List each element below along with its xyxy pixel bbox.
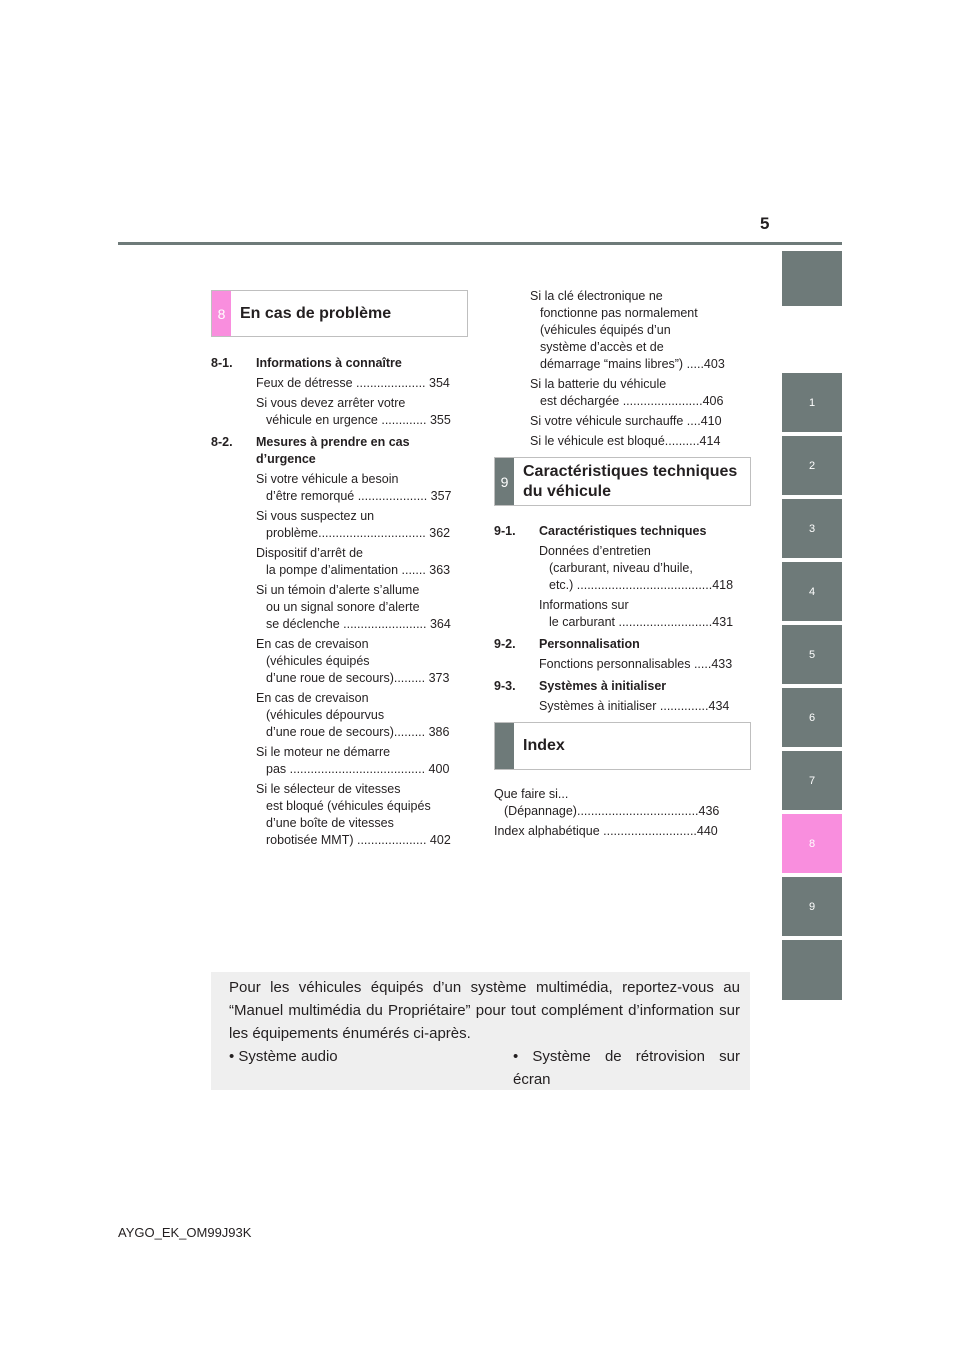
chapter-tab-4[interactable]: 4	[782, 562, 842, 621]
toc-entry[interactable]	[494, 656, 744, 673]
toc-entry[interactable]	[211, 375, 461, 392]
toc-entry-line: Fonctions personnalisables .....433	[539, 657, 733, 671]
index-marker	[495, 723, 514, 769]
toc-entry[interactable]	[494, 597, 744, 631]
toc-entry[interactable]	[211, 781, 461, 849]
chapter-number: 9-3.	[494, 679, 516, 693]
toc-entry-line: Dispositif d’arrêt de	[256, 546, 363, 560]
toc-entry[interactable]	[530, 376, 745, 410]
section-8-number: 8	[212, 291, 231, 336]
chapter-tab-blank[interactable]	[782, 940, 842, 1000]
index-header	[494, 722, 751, 770]
toc-entry-line: d’une roue de secours)......... 386	[266, 725, 450, 739]
note-text: Pour les véhicules équipés d’un système multimédia, reportez-vous au “Manuel multimédia du Propriétaire” pour tout complément d’information sur les équipements énumérés ci-après.	[229, 979, 740, 1042]
toc-entry-line: pas ....................................... 400	[266, 762, 450, 776]
note-bullet-audio: • Système audio	[229, 1048, 338, 1065]
index-entry[interactable]	[494, 786, 744, 820]
toc-entry-line: Si votre véhicule surchauffe ....410	[530, 414, 722, 428]
index-entry-line: Que faire si...	[494, 787, 569, 801]
chapter-tab-2[interactable]: 2	[782, 436, 842, 495]
toc-entry-line: d’une boîte de vitesses	[266, 816, 394, 830]
chapter-heading[interactable]	[494, 678, 744, 695]
toc-entry-line: d’une roue de secours)......... 373	[266, 671, 450, 685]
toc-entry-line: démarrage “mains libres”) .....403	[540, 357, 725, 371]
toc-entry[interactable]	[211, 582, 461, 633]
section-9-contents	[494, 518, 744, 715]
index-entry-line: (Dépannage)...................................436	[504, 804, 720, 818]
toc-entry-line: système d’accès et de	[540, 340, 664, 354]
chapter-title: Personnalisation	[539, 637, 640, 651]
chapter-tab-blank[interactable]	[782, 251, 842, 306]
toc-entry[interactable]	[211, 744, 461, 778]
toc-entry-line: Si votre véhicule a besoin	[256, 472, 399, 486]
toc-entry-line: Si vous devez arrêter votre	[256, 396, 406, 410]
chapter-heading[interactable]	[211, 434, 461, 468]
index-entry-line: Index alphabétique ...........................440	[494, 824, 718, 838]
toc-entry-line: (carburant, niveau d’huile,	[549, 561, 693, 575]
toc-entry[interactable]	[494, 698, 744, 715]
toc-entry-line: problème............................... 362	[266, 526, 451, 540]
chapter-number: 9-1.	[494, 524, 516, 538]
chapter-heading[interactable]	[494, 636, 744, 653]
toc-entry-line: se déclenche ........................ 364	[266, 617, 451, 631]
toc-entry-line: (véhicules équipés d’un	[540, 323, 671, 337]
section-8-continued	[530, 285, 745, 450]
toc-entry-line: (véhicules dépourvus	[266, 708, 385, 722]
toc-entry-line: fonctionne pas normalement	[540, 306, 698, 320]
toc-entry-line: véhicule en urgence ............. 355	[266, 413, 451, 427]
toc-entry[interactable]	[211, 395, 461, 429]
section-9-number: 9	[495, 458, 514, 505]
section-8-contents	[211, 350, 461, 849]
toc-entry-line: (véhicules équipés	[266, 654, 370, 668]
toc-entry-line: Si un témoin d’alerte s’allume	[256, 583, 420, 597]
toc-entry-line: Si le sélecteur de vitesses	[256, 782, 401, 796]
chapter-title: Systèmes à initialiser	[539, 679, 667, 693]
toc-entry-line: robotisée MMT) .................... 402	[266, 833, 451, 847]
chapter-title: Informations à connaître	[256, 356, 402, 370]
toc-entry-line: Si la clé électronique ne	[530, 289, 663, 303]
toc-entry-line: est déchargée .......................406	[540, 394, 724, 408]
toc-entry[interactable]	[211, 508, 461, 542]
toc-entry-line: le carburant ...........................431	[549, 615, 734, 629]
chapter-heading[interactable]	[494, 523, 744, 540]
toc-entry[interactable]	[211, 545, 461, 579]
section-9-title: Caractéristiques techniques du véhicule	[523, 462, 738, 500]
chapter-number: 8-2.	[211, 435, 233, 449]
chapter-tab-7[interactable]: 7	[782, 751, 842, 810]
index-entry[interactable]	[494, 823, 744, 840]
toc-entry-line: Données d’entretien	[539, 544, 651, 558]
index-contents	[494, 783, 744, 840]
toc-entry[interactable]	[530, 433, 745, 450]
toc-entry-line: Si la batterie du véhicule	[530, 377, 667, 391]
toc-entry-line: la pompe d’alimentation ....... 363	[266, 563, 451, 577]
toc-entry[interactable]	[211, 690, 461, 741]
toc-entry-line: est bloqué (véhicules équipés	[266, 799, 431, 813]
chapter-tab-3[interactable]: 3	[782, 499, 842, 558]
note-bullet-camera: • Système de rétrovision sur écran	[513, 1048, 740, 1088]
toc-entry-line: ou un signal sonore d’alerte	[266, 600, 420, 614]
chapter-tab-9[interactable]: 9	[782, 877, 842, 936]
toc-entry[interactable]	[530, 288, 745, 373]
toc-entry[interactable]	[530, 413, 745, 430]
chapter-number: 8-1.	[211, 356, 233, 370]
chapter-title: Mesures à prendre en cas d’urgence	[256, 435, 410, 466]
section-8-header	[211, 290, 468, 337]
toc-entry-line: En cas de crevaison	[256, 637, 369, 651]
toc-entry-line: Systèmes à initialiser ..............434	[539, 699, 730, 713]
chapter-tab-5[interactable]: 5	[782, 625, 842, 684]
multimedia-note	[211, 972, 750, 1090]
toc-entry-line: Informations sur	[539, 598, 629, 612]
index-title: Index	[523, 737, 565, 754]
toc-entry-line: Si vous suspectez un	[256, 509, 375, 523]
header-rule	[118, 242, 842, 245]
document-code: AYGO_EK_OM99J93K	[118, 1225, 252, 1240]
section-9-header	[494, 457, 751, 506]
section-8-title: En cas de problème	[240, 304, 392, 322]
chapter-heading[interactable]	[211, 355, 461, 372]
toc-entry[interactable]	[494, 543, 744, 594]
toc-entry[interactable]	[211, 471, 461, 505]
toc-entry[interactable]	[211, 636, 461, 687]
toc-entry-line: Feux de détresse .................... 354	[256, 376, 450, 390]
chapter-number: 9-2.	[494, 637, 516, 651]
toc-entry-line: d’être remorqué .................... 357	[266, 489, 452, 503]
page-number: 5	[760, 214, 770, 233]
toc-entry-line: Si le véhicule est bloqué..........414	[530, 434, 721, 448]
toc-entry-line: etc.) .......................................418	[549, 578, 734, 592]
chapter-tab-8[interactable]: 8	[782, 814, 842, 873]
chapter-tab-1[interactable]: 1	[782, 373, 842, 432]
toc-entry-line: Si le moteur ne démarre	[256, 745, 391, 759]
toc-entry-line: En cas de crevaison	[256, 691, 369, 705]
chapter-tab-6[interactable]: 6	[782, 688, 842, 747]
chapter-title: Caractéristiques techniques	[539, 524, 707, 538]
